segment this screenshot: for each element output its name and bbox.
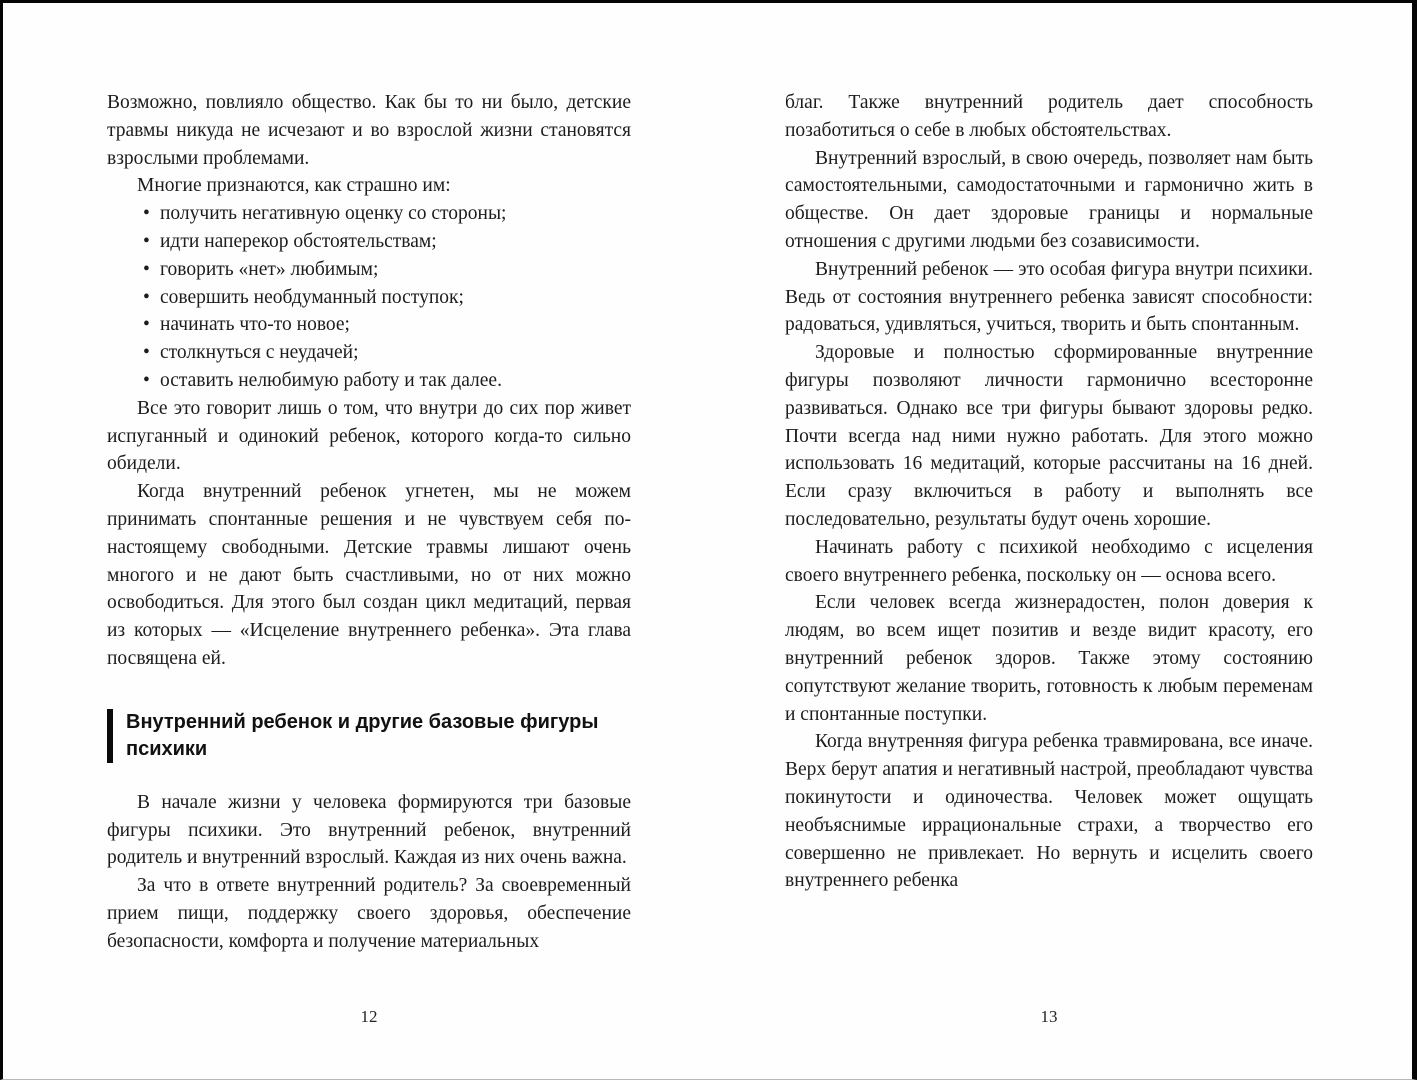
list-item: • идти наперекор обстоятельствам;	[107, 228, 631, 256]
paragraph: Когда внутренняя фигура ребенка травмирована, все иначе. Верх берут апатия и негативный настрой, преобладают чувства покинутости и одиночества. Человек может ощущать необъяснимые иррациональные страхи, а творчество его совершенно не привлекает. Но вернуть и исцелить своего внутреннего ребенка	[785, 731, 1313, 892]
list-item: • оставить нелюбимую работу и так далее.	[107, 367, 631, 395]
paragraph: За что в ответе внутренний родитель? За своевременный прием пищи, поддержку своего здоровья, обеспечение безопасности, комфорта и получение материальных	[107, 875, 631, 952]
paragraph: Возможно, повлияло общество. Как бы то ни было, детские травмы никуда не исчезают и во взрослой жизни становятся взрослыми проблемами.	[107, 92, 631, 169]
paragraph: благ. Также внутренний родитель дает способность позаботиться о себе в любых обстоятельствах.	[785, 92, 1313, 141]
page-number: 13	[1040, 1007, 1058, 1026]
list-item: • столкнуться с неудачей;	[107, 339, 631, 367]
paragraph: Когда внутренний ребенок угнетен, мы не можем принимать спонтанные решения и не чувствуем себя по-настоящему свободными. Детские травмы лишают очень многого и не дают быть счастливыми, но от них можно освободиться. Для этого был создан цикл медитаций, первая из которых — «Исцеление внутреннего ребенка». Эта глава посвящена ей.	[107, 481, 631, 669]
fears-list	[107, 200, 631, 395]
list-item: • получить негативную оценку со стороны;	[107, 200, 631, 228]
list-item: • совершить необдуманный поступок;	[107, 284, 631, 312]
paragraph: Если человек всегда жизнерадостен, полон доверия к людям, во всем ищет позитив и везде видит красоту, его внутренний ребенок здоров. Также этому состоянию сопутствуют желание творить, готовность к любым переменам и спонтанные поступки.	[785, 592, 1313, 725]
page-right	[785, 89, 1313, 895]
section-heading: Внутренний ребенок и другие базовые фигуры психики	[107, 709, 631, 763]
page-left	[107, 89, 631, 956]
paragraph: Многие признаются, как страшно им:	[137, 175, 451, 197]
list-item: • говорить «нет» любимым;	[107, 256, 631, 284]
paragraph: Внутренний ребенок — это особая фигура внутри психики. Ведь от состояния внутреннего ребенка зависят способности: радоваться, удивляться, учиться, творить и быть спонтанным.	[785, 258, 1313, 336]
paragraph: Начинать работу с психикой необходимо с исцеления своего внутреннего ребенка, поскольку он — основа всего.	[785, 536, 1313, 586]
paragraph: Здоровые и полностью сформированные внутренние фигуры позволяют личности гармонично всесторонне развиваться. Однако все три фигуры бывают здоровы редко. Почти всегда над ними нужно работать. Для этого можно использовать 16 медитаций, которые рассчитаны на 16 дней. Если сразу включиться в работу и выполнять все последовательно, результаты будут очень хорошие.	[785, 342, 1313, 530]
paragraph: В начале жизни у человека формируются три базовые фигуры психики. Это внутренний ребенок, внутренний родитель и внутренний взрослый. Каждая из них очень важна.	[107, 791, 631, 869]
paragraph: Все это говорит лишь о том, что внутри до сих пор живет испуганный и одинокий ребенок, которого когда-то сильно обидели.	[107, 397, 631, 475]
page-number: 12	[360, 1007, 378, 1026]
paragraph: Внутренний взрослый, в свою очередь, позволяет нам быть самостоятельными, самодостаточными и гармонично жить в обществе. Он дает здоровые границы и нормальные отношения с другими людьми без созависимости.	[785, 147, 1313, 252]
list-item: • начинать что-то новое;	[107, 311, 631, 339]
